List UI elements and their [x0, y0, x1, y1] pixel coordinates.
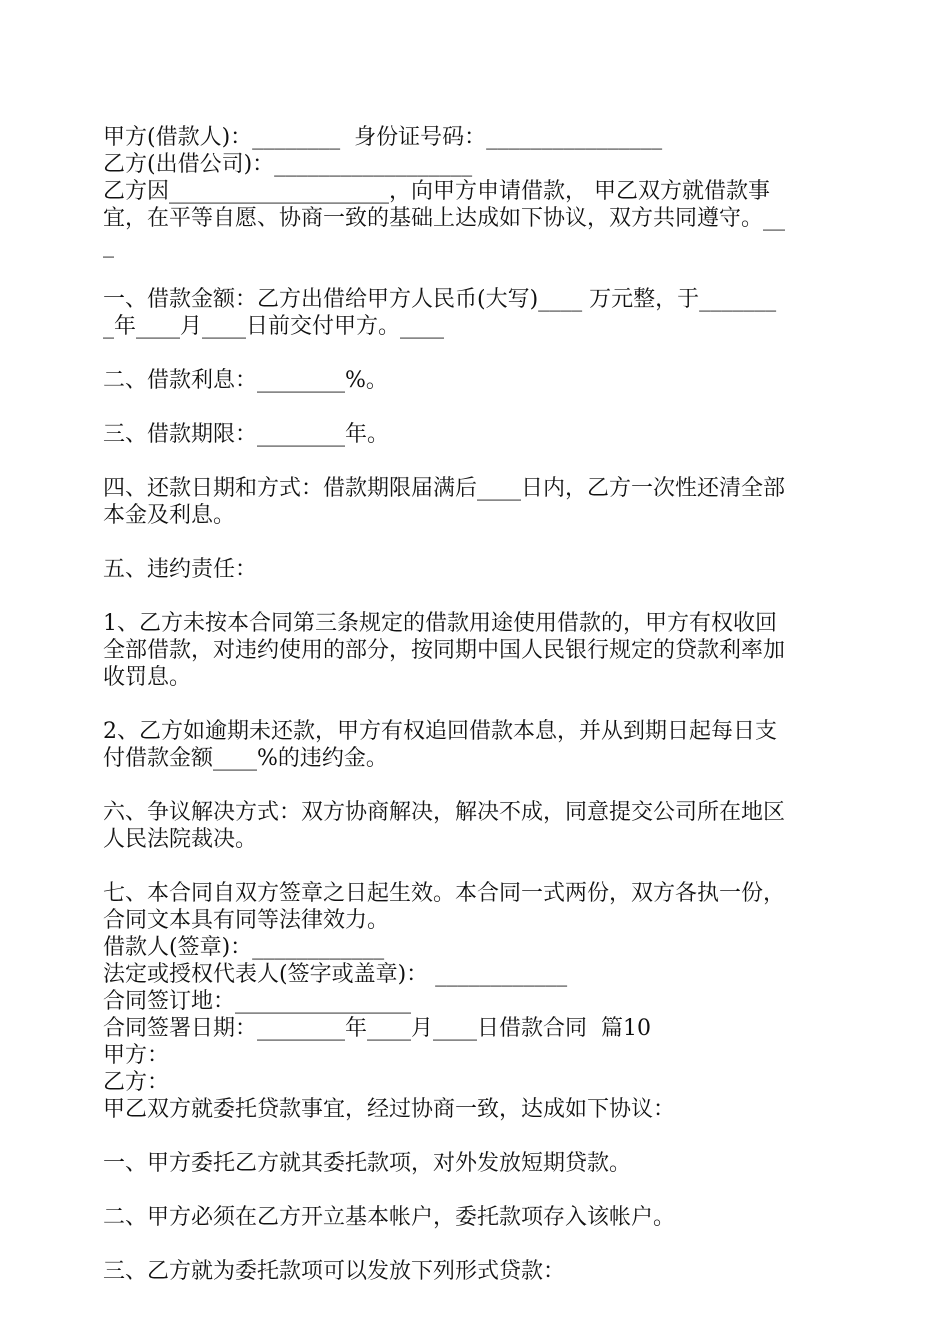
document-line: 借款人(签章)：____________ [103, 935, 385, 960]
document-line: _ [103, 233, 114, 258]
paragraph-gap [103, 772, 863, 799]
paragraph-gap [103, 583, 863, 610]
document-line: 三、借款期限：________年。 [103, 422, 390, 447]
document-line: 本金及利息。 [103, 503, 236, 528]
document-body [103, 124, 863, 1285]
document-line: 乙方因____________________，向甲方申请借款， 甲乙双方就借款事 [103, 179, 770, 204]
document-line: 七、本合同自双方签章之日起生效。本合同一式两份，双方各执一份， [103, 881, 786, 906]
document-line: 收罚息。 [103, 665, 192, 690]
document-line: 法定或授权代表人(签字或盖章)： ____________ [103, 962, 568, 987]
document-line: 甲方(借款人)：________ 身份证号码：________________ [103, 125, 663, 150]
paragraph-gap [103, 1123, 863, 1150]
document-line: 二、借款利息：________%。 [103, 368, 388, 393]
paragraph-gap [103, 340, 863, 367]
document-line: 合同签订地：________________ [103, 989, 412, 1014]
paragraph-gap [103, 691, 863, 718]
document-line: 合同文本具有同等法律效力。 [103, 908, 390, 933]
document-line: _年____月____日前交付甲方。____ [103, 314, 445, 339]
paragraph-gap [103, 853, 863, 880]
document-line: 六、争议解决方式：双方协商解决，解决不成，同意提交公司所在地区 [103, 800, 786, 825]
paragraph-gap [103, 1177, 863, 1204]
document-line: 二、甲方必须在乙方开立基本帐户，委托款项存入该帐户。 [103, 1205, 676, 1230]
document-line: 三、乙方就为委托款项可以发放下列形式贷款： [103, 1259, 566, 1284]
paragraph-gap [103, 448, 863, 475]
document-line: 2、乙方如逾期未还款，甲方有权追回借款本息，并从到期日起每日支 [103, 719, 777, 744]
document-line: 甲乙双方就委托贷款事宜，经过协商一致，达成如下协议： [103, 1097, 676, 1122]
document-line: 五、违约责任： [103, 557, 258, 582]
document-line: 一、借款金额：乙方出借给甲方人民币(大写)____ 万元整，于_______ [103, 287, 777, 312]
paragraph-gap [103, 1231, 863, 1258]
document-line: 甲方： [103, 1043, 170, 1068]
document-line: 合同签署日期：________年____月____日借款合同 篇10 [103, 1016, 651, 1041]
paragraph-gap [103, 259, 863, 286]
document-line: 人民法院裁决。 [103, 827, 258, 852]
document-line: 乙方： [103, 1070, 170, 1095]
document-line: 全部借款，对违约使用的部分，按同期中国人民银行规定的贷款利率加 [103, 638, 786, 663]
paragraph-gap [103, 394, 863, 421]
document-line: 一、甲方委托乙方就其委托款项，对外发放短期贷款。 [103, 1151, 632, 1176]
paragraph-gap [103, 529, 863, 556]
document-line: 1、乙方未按本合同第三条规定的借款用途使用借款的，甲方有权收回 [103, 611, 777, 636]
document-line: 付借款金额____%的违约金。 [103, 746, 388, 771]
document-line: 宜，在平等自愿、协商一致的基础上达成如下协议，双方共同遵守。__ [103, 206, 786, 231]
document-line: 四、还款日期和方式：借款期限届满后____日内，乙方一次性还清全部 [103, 476, 786, 501]
document-line: 乙方(出借公司)：__________________ [103, 152, 473, 177]
